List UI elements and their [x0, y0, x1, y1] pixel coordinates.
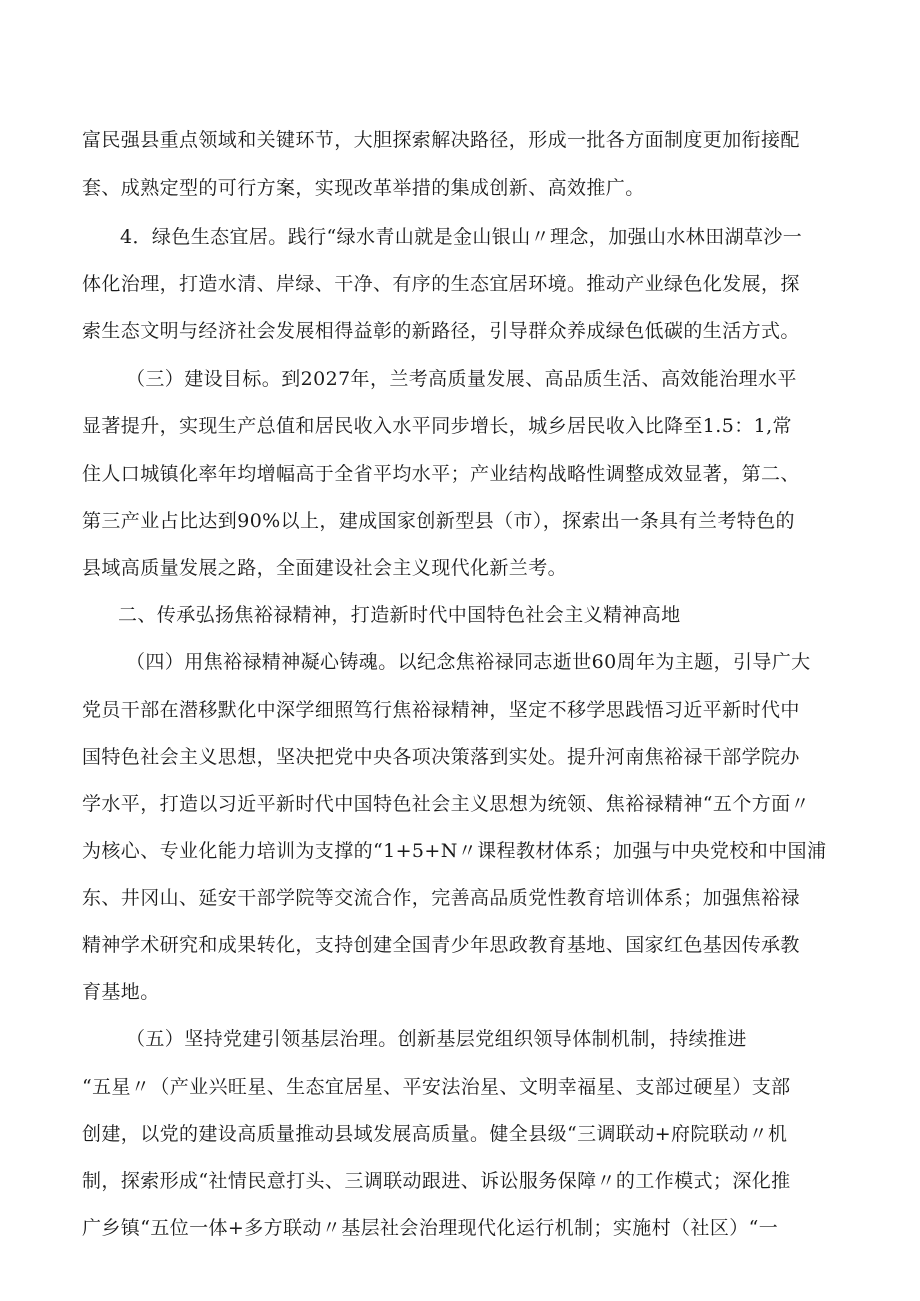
- paragraph-line: 育基地。: [82, 981, 160, 1003]
- paragraph-line: 东、井冈山、延安干部学院等交流合作，完善高品质党性教育培训体系；加强焦裕禄: [82, 887, 800, 909]
- paragraph-line: （四）用焦裕禄精神凝心铸魂。以纪念焦裕禄同志逝世60周年为主题，引导广大: [126, 651, 811, 673]
- paragraph-line: 为核心、专业化能力培训为支撑的“1+5+N〃课程教材体系；加强与中央党校和中国浦: [82, 840, 827, 862]
- paragraph-line: 套、成熟定型的可行方案，实现改革举措的集成创新、高效推广。: [82, 177, 645, 199]
- paragraph-line: 第三产业占比达到90%以上，建成国家创新型县（市），探索出一条具有兰考特色的: [82, 510, 795, 532]
- paragraph-line: 国特色社会主义思想，坚决把党中央各项决策落到实处。提升河南焦裕禄干部学院办: [82, 746, 800, 768]
- paragraph-line: 学水平，打造以习近平新时代中国特色社会主义思想为统领、焦裕禄精神“五个方面〃: [82, 793, 810, 815]
- paragraph-line: （三）建设目标。到2027年，兰考高质量发展、高品质生活、高效能治理水平: [126, 368, 797, 390]
- paragraph-line: 制，探索形成“社情民意打头、三调联动跟进、诉讼服务保障〃的工作模式；深化推: [82, 1170, 791, 1192]
- paragraph-line: 索生态文明与经济社会发展相得益彰的新路径，引导群众养成绿色低碳的生活方式。: [82, 320, 800, 342]
- paragraph-line: 党员干部在潜移默化中深学细照笃行焦裕禄精神，坚定不移学思践悟习近平新时代中: [82, 699, 800, 721]
- paragraph-line: “五星〃（产业兴旺星、生态宜居星、平安法治星、文明幸福星、支部过硬星）支部: [82, 1076, 791, 1098]
- paragraph-line: 富民强县重点领域和关键环节，大胆探索解决路径，形成一批各方面制度更加衔接配: [82, 129, 800, 151]
- paragraph-line: 创建，以党的建设高质量推动县域发展高质量。健全县级“三调联动+府院联动〃机: [82, 1123, 788, 1145]
- paragraph-line: 4．绿色生态宜居。践行“绿水青山就是金山银山〃理念，加强山水林田湖草沙一: [120, 226, 803, 248]
- paragraph-line: 县域高质量发展之路，全面建设社会主义现代化新兰考。: [82, 557, 568, 579]
- paragraph-line: （五）坚持党建引领基层治理。创新基层党组织领导体制机制，持续推进: [126, 1028, 747, 1050]
- section-heading: 二、传承弘扬焦裕禄精神，打造新时代中国特色社会主义精神高地: [118, 604, 681, 626]
- paragraph-line: 显著提升，实现生产总值和居民收入水平同步增长，城乡居民收入比降至1.5：1,常: [82, 415, 792, 437]
- paragraph-line: 住人口城镇化率年均增幅高于全省平均水平；产业结构战略性调整成效显著，第二、: [82, 463, 800, 485]
- paragraph-line: 精神学术研究和成果转化，支持创建全国青少年思政教育基地、国家红色基因传承教: [82, 934, 800, 956]
- paragraph-line: 广乡镇“五位一体+多方联动〃基层社会治理现代化运行机制；实施村（社区）“一: [82, 1217, 779, 1239]
- paragraph-line: 体化治理，打造水清、岸绿、干净、有序的生态宜居环境。推动产业绿色化发展，探: [82, 273, 800, 295]
